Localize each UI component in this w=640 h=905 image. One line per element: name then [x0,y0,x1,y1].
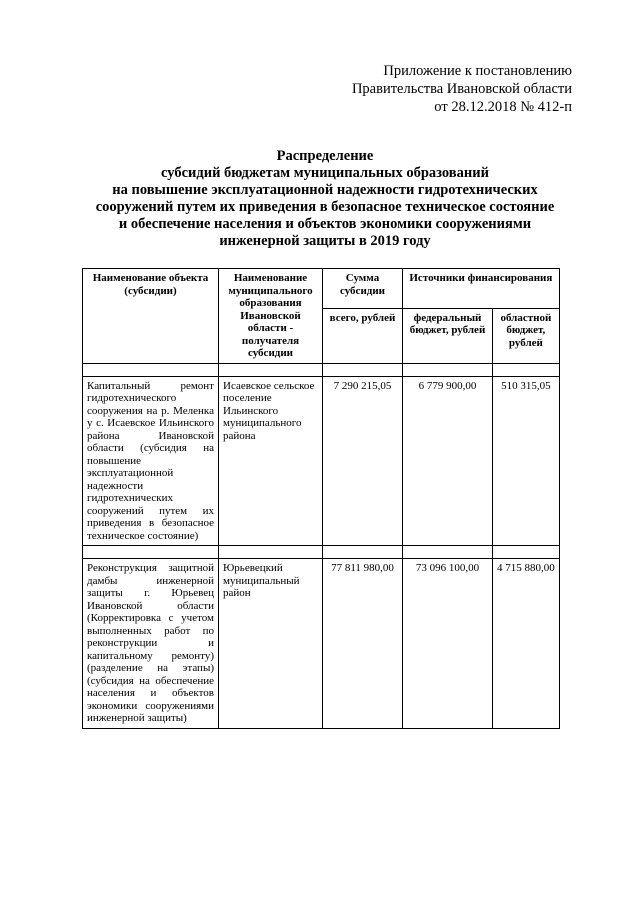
row-federal: 6 779 900,00 [403,376,493,546]
row-federal: 73 096 100,00 [403,559,493,729]
header-sources: Источники финансирования [403,269,560,309]
row-total: 77 811 980,00 [323,559,403,729]
appendix-line-2: Правительства Ивановской области [351,81,572,97]
row-regional: 4 715 880,00 [493,559,560,729]
title-line-6: инженерной защиты в 2019 году [219,233,431,249]
table-header-row [83,269,560,309]
table-row [83,376,560,546]
title-line-2: субсидий бюджетам муниципальных образований [161,165,489,181]
table-spacer [83,546,560,559]
title-line-1: Распределение [276,148,374,164]
header-recipient: Наименование муниципального образования Ивановской области - получателя субсидии [219,269,323,364]
title-line-3: на повышение эксплуатационной надежности гидротехнических [112,182,538,198]
row-object: Реконструкция защитной дамбы инженерной защиты г. Юрьевец Ивановской области (Корректировка с учетом выполненных работ по реконструкции и капитальному ремонту) (разделение на этапы) (субсидия на обеспечение населения и объектов экономики сооружениями инженерной защиты) [83,559,219,729]
header-sum: Сумма субсидии [323,269,403,309]
title-line-5: и обеспечение населения и объектов экономики сооружениями [118,216,532,232]
header-regional: областной бюджет, рублей [493,308,560,363]
document-title [70,148,580,250]
row-recipient: Исаевское сельское поселение Ильинского муниципального района [219,376,323,546]
appendix-line-1: Приложение к постановлению [383,63,572,79]
table-spacer [83,363,560,376]
table-row [83,559,560,729]
appendix-line-3: от 28.12.2018 № 412-п [434,99,572,115]
subsidy-table [82,268,560,729]
row-total: 7 290 215,05 [323,376,403,546]
row-regional: 510 315,05 [493,376,560,546]
header-federal: федеральный бюджет, рублей [403,308,493,363]
header-object: Наименование объекта (субсидии) [83,269,219,364]
row-object: Капитальный ремонт гидротехнического сооружения на р. Меленка у с. Исаевское Ильинского района Ивановской области (субсидия на повышение эксплуатационной надежности гидротехнических сооружений путем их приведения в безопасное техническое состояние) [83,376,219,546]
title-line-4: сооружений путем их приведения в безопасное техническое состояние [95,199,555,215]
appendix-note [352,62,572,116]
row-recipient: Юрьевецкий муниципальный район [219,559,323,729]
header-total: всего, рублей [323,308,403,363]
